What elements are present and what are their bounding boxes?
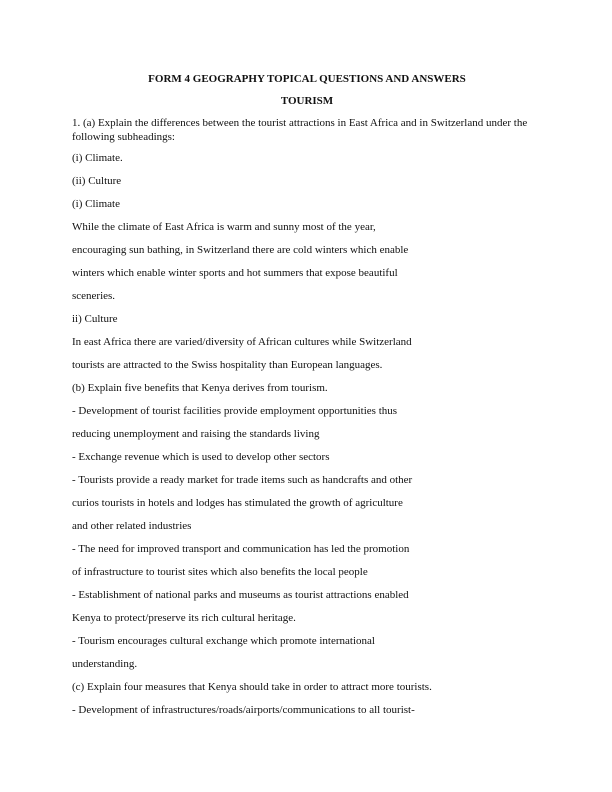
document-page <box>72 71 542 722</box>
text-line: of infrastructure to tourist sites which also benefits the local people <box>72 566 368 578</box>
text-line: (c) Explain four measures that Kenya should take in order to attract more tourists. <box>72 681 432 693</box>
text-line: and other related industries <box>72 520 192 532</box>
text-line: - Establishment of national parks and museums as tourist attractions enabled <box>72 589 409 601</box>
text-line: While the climate of East Africa is warm and sunny most of the year, <box>72 221 376 233</box>
text-line: - Tourism encourages cultural exchange which promote international <box>72 635 375 647</box>
text-line: (i) Climate. <box>72 152 123 164</box>
text-line: (b) Explain five benefits that Kenya derives from tourism. <box>72 382 328 394</box>
document-subtitle: TOURISM <box>280 95 334 107</box>
text-line: (ii) Culture <box>72 175 122 187</box>
text-line: understanding. <box>72 658 138 670</box>
document-body <box>72 147 542 722</box>
text-line: - Development of infrastructures/roads/airports/communications to all tourist- <box>72 704 415 716</box>
text-line: encouraging sun bathing, in Switzerland there are cold winters which enable <box>72 244 409 256</box>
text-line: tourists are attracted to the Swiss hospitality than European languages. <box>72 359 383 371</box>
text-line: reducing unemployment and raising the standards living <box>72 428 320 440</box>
text-line: ii) Culture <box>72 313 118 325</box>
text-line: (i) Climate <box>72 198 120 210</box>
text-line: Kenya to protect/preserve its rich cultural heritage. <box>72 612 296 624</box>
text-line: curios tourists in hotels and lodges has stimulated the growth of agriculture <box>72 497 403 509</box>
text-line: In east Africa there are varied/diversity of African cultures while Switzerland <box>72 336 412 348</box>
text-line: - Exchange revenue which is used to develop other sectors <box>72 451 330 463</box>
question-1a: 1. (a) Explain the differences between the tourist attractions in East Africa and in Switzerland under the following subheadings: <box>72 117 528 143</box>
text-line: - Tourists provide a ready market for trade items such as handcrafts and other <box>72 474 413 486</box>
document-title: FORM 4 GEOGRAPHY TOPICAL QUESTIONS AND ANSWERS <box>148 73 466 85</box>
text-line: sceneries. <box>72 290 116 302</box>
text-line: - The need for improved transport and communication has led the promotion <box>72 543 410 555</box>
text-line: - Development of tourist facilities provide employment opportunities thus <box>72 405 398 417</box>
text-line: winters which enable winter sports and hot summers that expose beautiful <box>72 267 398 279</box>
